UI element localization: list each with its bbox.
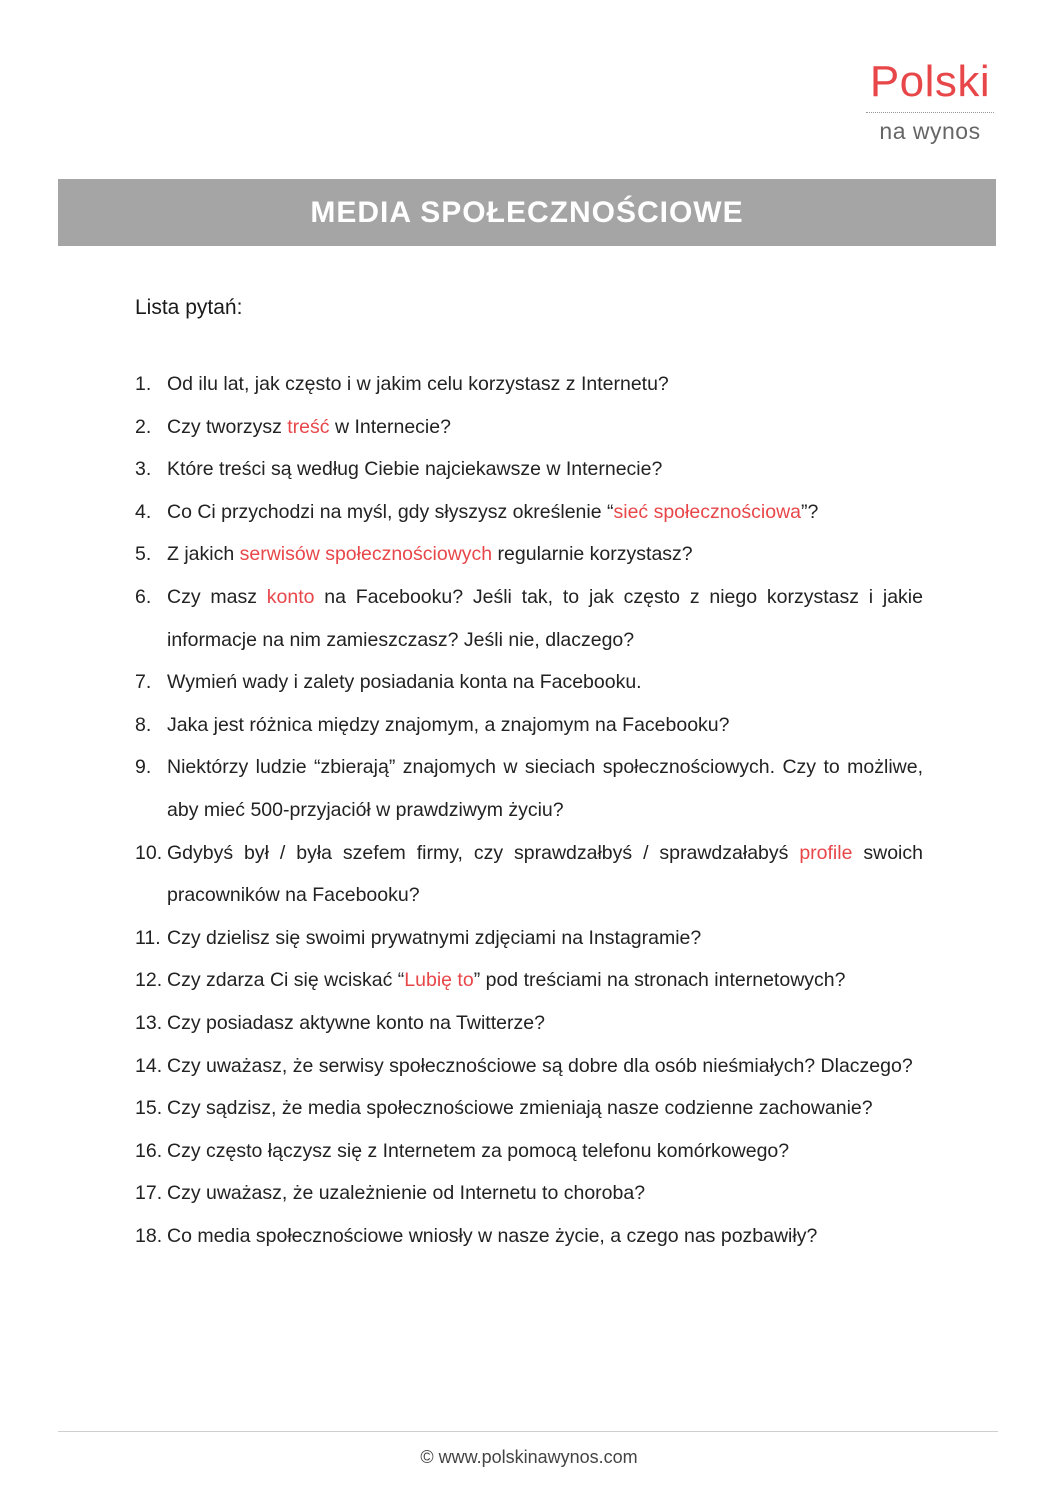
question-text-part: Od ilu lat, jak często i w jakim celu korzystasz z Internetu? [167,373,669,395]
question-text [167,1130,923,1173]
question-text-part: Gdybyś był / była szefem firmy, czy sprawdzałbyś / sprawdzałabyś [167,841,800,864]
question-text-part: Niektórzy ludzie “zbierają” znajomych w sieciach społecznościowych. Czy to możliwe, aby mieć 500-przyjaciół w prawdziwym życiu? [167,756,923,821]
question-text [167,1087,923,1130]
question-item [135,1172,923,1215]
question-text [167,1215,923,1258]
question-text-part: regularnie korzystasz? [492,543,693,566]
question-text-part: Czy posiadasz aktywne konto na Twitterze? [167,1011,545,1034]
logo [860,58,1000,145]
page-title: MEDIA SPOŁECZNOŚCIOWE [310,195,744,229]
logo-divider [866,112,994,113]
highlighted-term: sieć społecznościowa [613,500,801,523]
question-number: 5. [135,543,152,566]
question-number: 7. [135,671,152,694]
question-text [167,1172,923,1215]
highlighted-term: treść [287,415,330,438]
question-item [135,704,923,747]
question-text-part: Czy tworzysz [167,415,288,438]
question-number: 18. [135,1224,163,1247]
question-number: 13. [135,1011,163,1034]
question-text-part: Wymień wady i zalety posiadania konta na Facebooku. [167,671,642,694]
question-text-part: Co media społecznościowe wniosły w nasze życie, a czego nas pozbawiły? [167,1224,818,1247]
footer-text: © www.polskinawynos.com [420,1447,638,1467]
question-number: 6. [135,585,152,608]
highlighted-term: konto [266,585,315,608]
question-text-part: na Facebooku? Jeśli tak, to jak często z niego korzystasz i jakie informacje na nim zamieszczasz? Jeśli nie, dlaczego? [167,585,923,651]
question-text-part: Z jakich [167,543,240,566]
question-item [135,1215,923,1258]
question-text-part: w Internecie? [329,415,451,438]
question-text-part: Czy sądzisz, że media społecznościowe zmieniają nasze codzienne zachowanie? [167,1097,873,1120]
question-item [135,1130,923,1173]
question-text [167,1002,923,1045]
question-text [167,576,923,661]
question-text [167,746,923,831]
question-text-part: Czy zdarza Ci się wciskać “ [167,969,405,992]
question-text-part: Jaka jest różnica między znajomym, a znajomym na Facebooku? [167,713,730,736]
question-text [167,491,923,534]
question-item [135,661,923,704]
question-number: 3. [135,458,152,481]
question-number: 2. [135,415,152,438]
question-text [167,661,923,704]
question-number: 8. [135,713,152,736]
question-text [167,1045,923,1088]
question-item [135,363,923,406]
question-text [167,363,923,406]
question-text [167,533,923,576]
question-text [167,406,923,449]
question-text-part: ”? [801,500,819,523]
question-item [135,832,923,917]
question-item [135,1002,923,1045]
question-list [135,363,923,1257]
question-text-part: swoich pracowników na Facebooku? [167,841,923,907]
title-banner [58,179,996,246]
question-number: 12. [135,969,163,992]
question-number: 1. [135,373,152,395]
footer-divider [58,1431,998,1432]
question-item [135,959,923,1002]
question-item [135,448,923,491]
logo-main-text: Polski [869,57,991,106]
question-number: 15. [135,1097,163,1120]
question-item [135,1045,923,1088]
question-text-part: Czy uważasz, że uzależnienie od Internetu to choroba? [167,1182,646,1205]
question-number: 4. [135,500,152,523]
highlighted-term: serwisów społecznościowych [239,543,493,566]
question-text-part: Czy dzielisz się swoimi prywatnymi zdjęciami na Instagramie? [167,926,702,949]
intro-heading: Lista pytań: [135,296,243,319]
question-text [167,448,923,491]
question-text-part: Czy często łączysz się z Internetem za pomocą telefonu komórkowego? [167,1139,790,1162]
highlighted-term: profile [799,841,853,864]
question-item [135,491,923,534]
question-number: 9. [135,756,152,779]
question-text [167,832,923,917]
question-item [135,406,923,449]
question-text-part: Czy masz [167,585,267,608]
question-item [135,1087,923,1130]
question-number: 11. [135,926,161,949]
question-text-part: Czy uważasz, że serwisy społecznościowe są dobre dla osób nieśmiałych? Dlaczego? [167,1054,913,1077]
question-text [167,959,923,1002]
question-number: 10. [135,841,163,864]
question-text-part: Co Ci przychodzi na myśl, gdy słyszysz określenie “ [167,500,614,523]
logo-sub-text: na wynos [879,118,981,144]
question-text-part: Które treści są według Ciebie najciekawsze w Internecie? [167,458,663,481]
question-item [135,533,923,576]
question-item [135,576,923,661]
question-text [167,704,923,747]
question-item [135,917,923,960]
highlighted-term: Lubię to [404,969,474,992]
question-item [135,746,923,831]
question-number: 16. [135,1139,163,1162]
question-number: 17. [135,1182,163,1205]
question-text [167,917,923,960]
question-number: 14. [135,1054,163,1077]
question-text-part: ” pod treściami na stronach internetowych? [473,969,846,992]
